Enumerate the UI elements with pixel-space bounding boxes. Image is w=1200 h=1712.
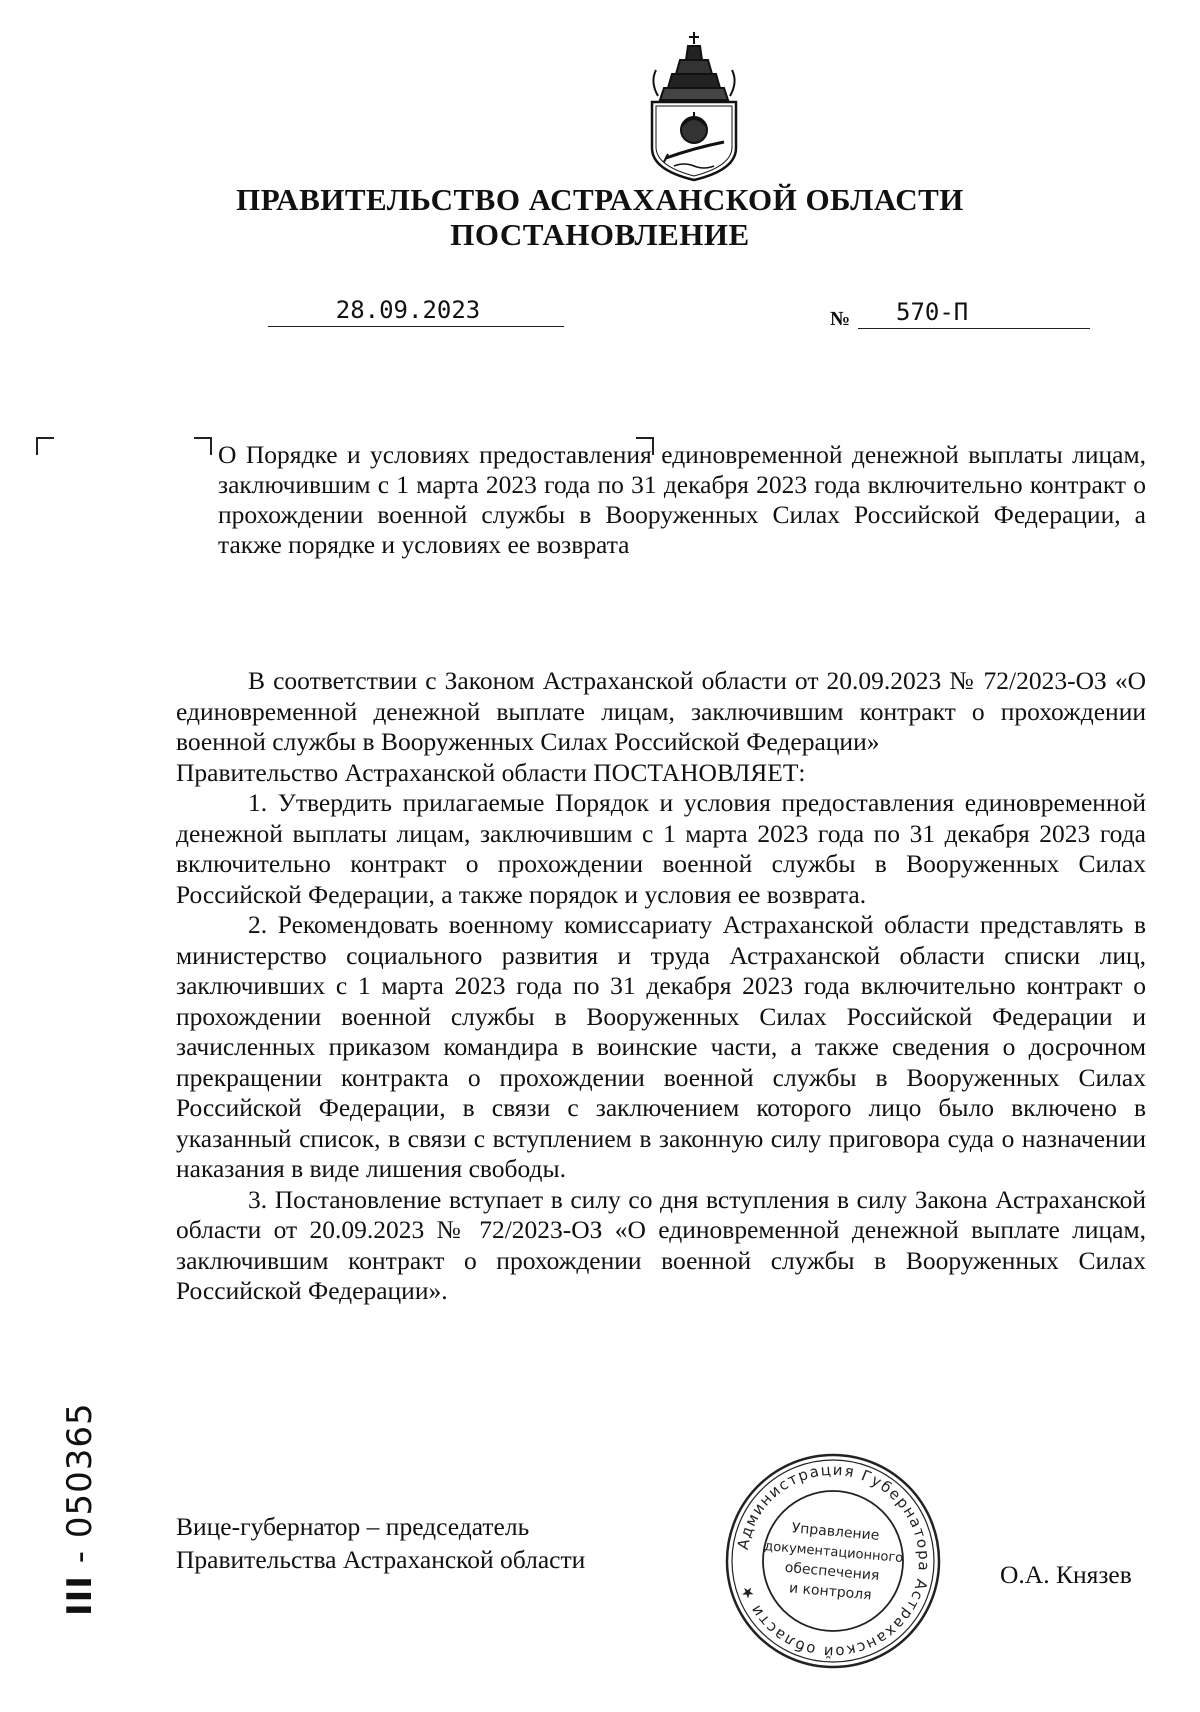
coat-of-arms-icon <box>644 30 744 182</box>
organization-title: ПРАВИТЕЛЬСТВО АСТРАХАНСКОЙ ОБЛАСТИ <box>236 182 964 217</box>
stamp-inner-text: обеспечения <box>784 1559 880 1585</box>
registration-number: 570-П <box>896 298 969 326</box>
subject-corner-mark <box>194 437 212 455</box>
registration-date: 28.09.2023 <box>335 296 481 324</box>
signatory-position <box>176 1510 676 1576</box>
stamp-inner-text: и контроля <box>788 1580 873 1604</box>
document-subject: О Порядке и условиях предоставления единовременной денежной выплаты лицам, заключившим с 1 марта 2023 года по 31 декабря 2023 года включительно контракт о прохождении военной службы в Вооруженных Силах Российской Федерации, а также порядке и условиях ее возврата <box>218 440 1146 559</box>
resolves-line: Правительство Астраханской области ПОСТАНОВЛЯЕТ: <box>176 757 806 787</box>
registration-date-field <box>268 296 564 327</box>
serial-digits: 050365 <box>60 1402 100 1539</box>
official-stamp-icon <box>722 1450 944 1672</box>
registration-number-label: № <box>830 308 851 330</box>
stamp-inner-text: Управление <box>791 1520 880 1544</box>
margin-corner-mark <box>36 437 54 455</box>
document-type-title: ПОСТАНОВЛЕНИЕ <box>450 217 750 252</box>
document-body <box>176 666 1146 1307</box>
stamp-inner-text: документационного <box>763 1538 904 1567</box>
resolution-item: 3. Постановление вступает в силу со дня вступления в силу Закона Астраханской области от 20.09.2023 № 72/2023-ОЗ «О единовременной денежной выплате лицам, заключившим контракт о прохождении военной службы в Вооруженных Силах Российской Федерации». <box>176 1184 1146 1305</box>
signatory-name: О.А. Князев <box>1000 1560 1132 1589</box>
resolution-item: 2. Рекомендовать военному комиссариату Астраханской области представлять в министерство социального развития и труда Астраханской области списки лиц, заключивших с 1 марта 2023 года по 31 декабря 2023 года включительно контракт о прохождении военной службы в Вооруженных Силах Российской Федерации и зачисленных приказом командира в воинские части, а также сведения о досрочном прекращении контракта о прохождении военной службы в Вооруженных Силах Российской Федерации, в связи с заключением которого лицо было включено в указанный список, в связи с вступлением в законную силу приговора суда о назначении наказания в виде лишения свободы. <box>176 910 1146 1183</box>
resolution-item: 1. Утвердить прилагаемые Порядок и условия предоставления единовременной денежной выплаты лицам, заключившим с 1 марта 2023 года по 31 декабря 2023 года включительно контракт о прохождении военной службы в Вооруженных Силах Российской Федерации, а также порядок и условия ее возврата. <box>176 788 1146 909</box>
serial-separator: - <box>60 1538 100 1576</box>
signatory-position-line: Правительства Астраханской области <box>176 1545 586 1574</box>
serial-prefix: ІІІ <box>60 1575 100 1616</box>
serial-number <box>60 1402 100 1616</box>
preamble-paragraph: В соответствии с Законом Астраханской области от 20.09.2023 № 72/2023-ОЗ «О единовременной денежной выплате лицам, заключившим контракт о прохождении военной службы в Вооруженных Силах Российской Федерации» <box>176 666 1146 756</box>
registration-number-field <box>858 298 1090 329</box>
signatory-position-line: Вице-губернатор – председатель <box>176 1512 530 1541</box>
stamp-outer-text: Администрация Губернатора Астраханской области ★ <box>733 1460 934 1662</box>
